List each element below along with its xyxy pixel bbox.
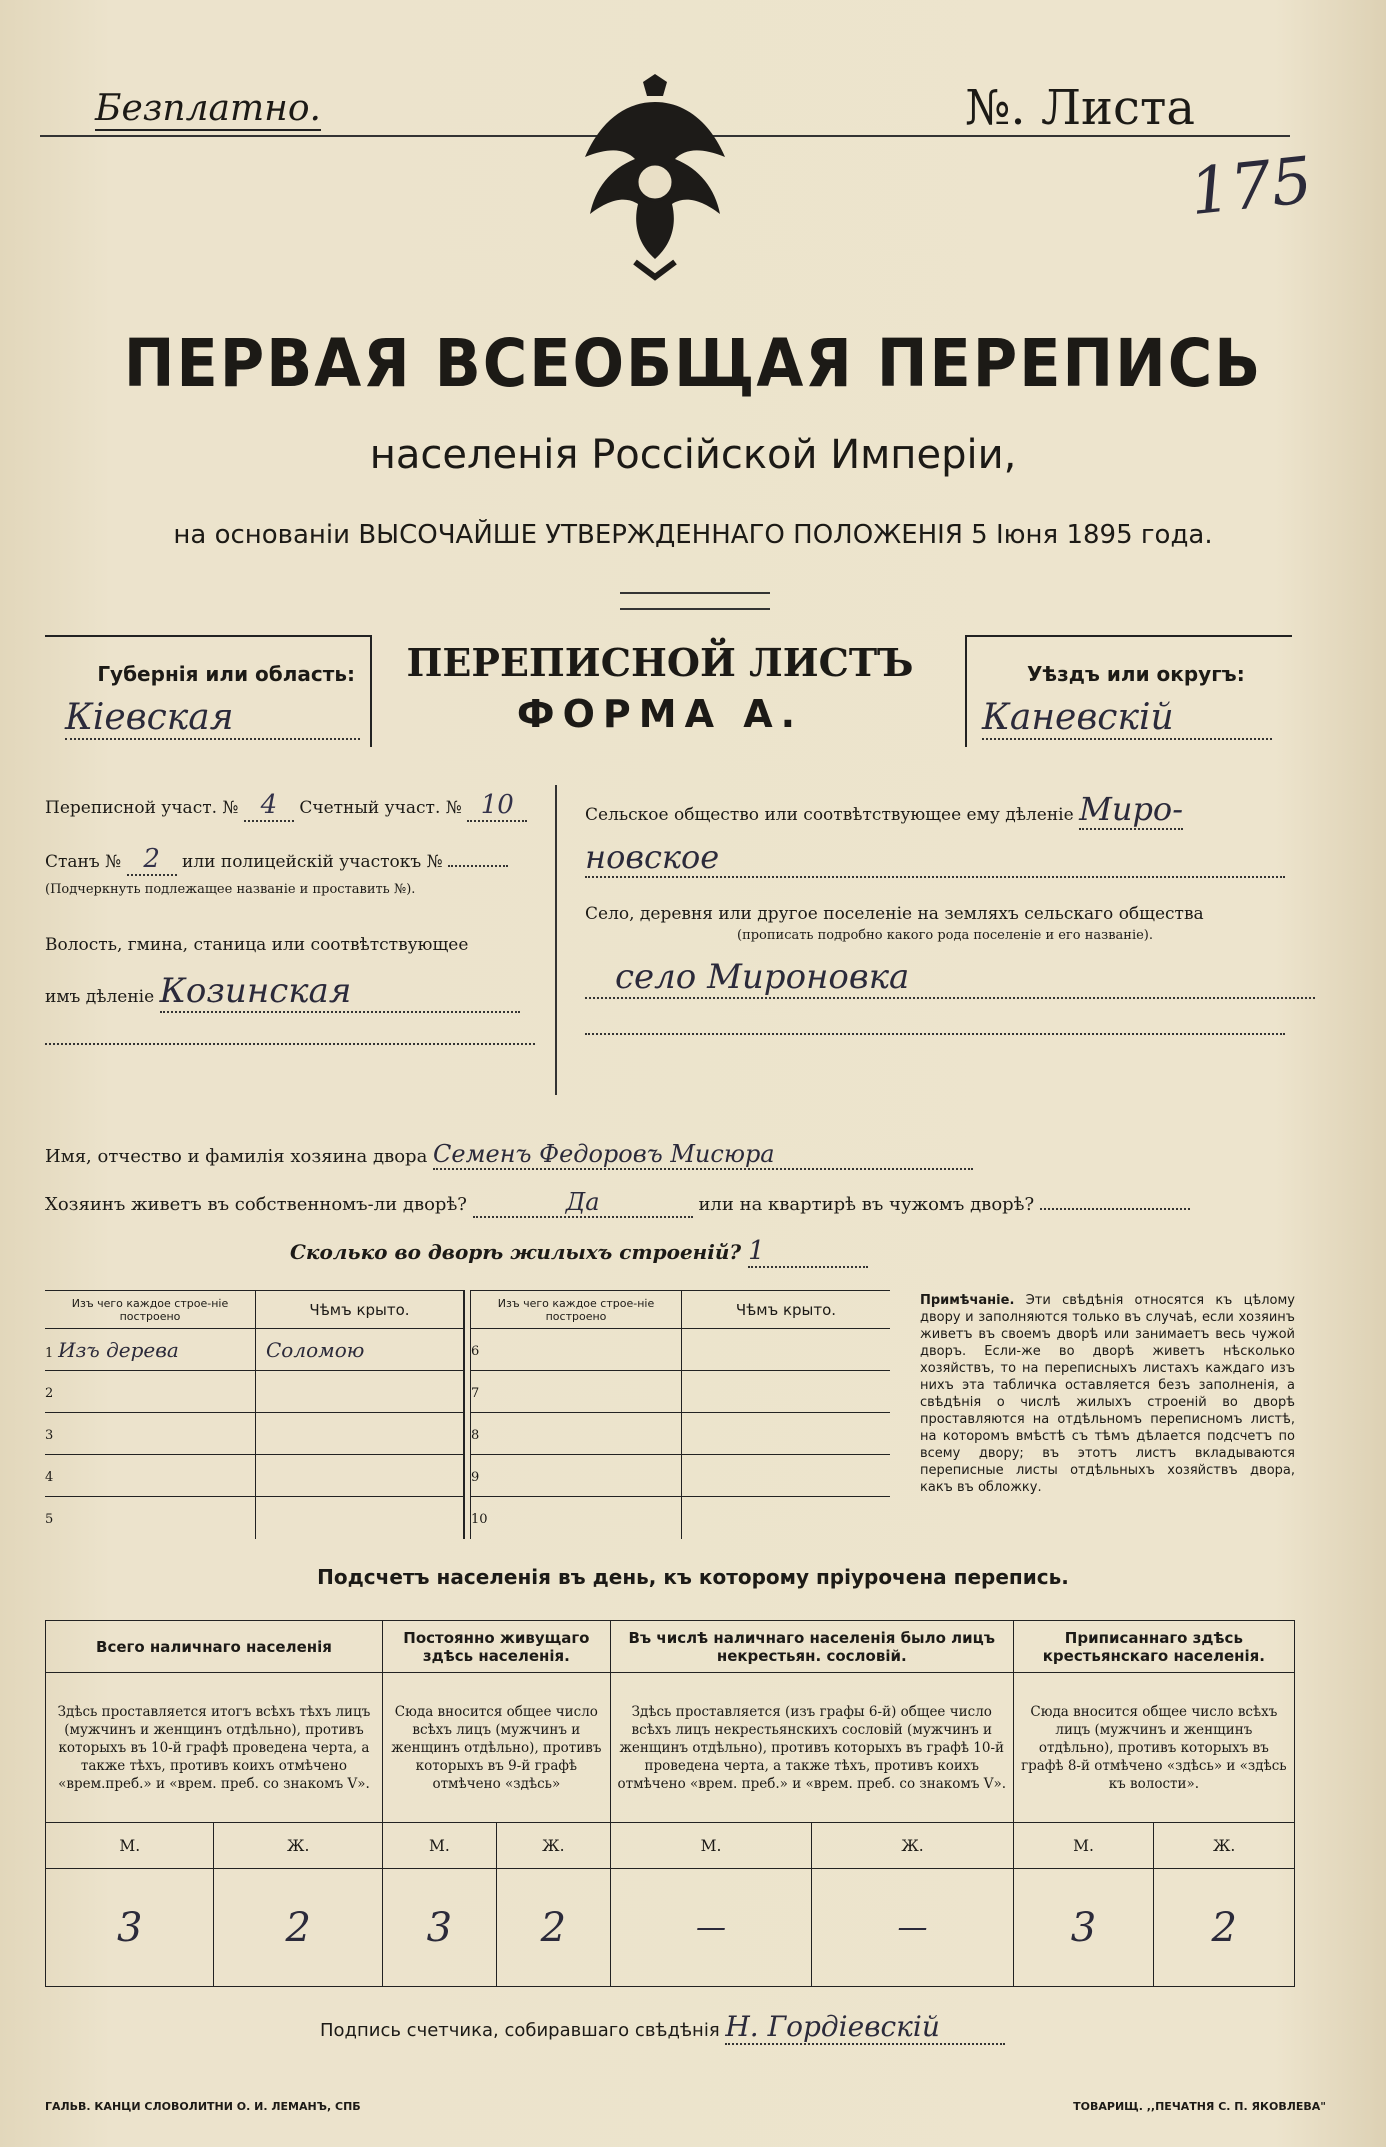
buildings-count-row — [290, 1236, 868, 1268]
remark-heading: Примѣчаніе. — [920, 1293, 1015, 1308]
building-row-no: 3 — [45, 1427, 54, 1443]
census-area-label: Переписной участ. № — [45, 798, 239, 818]
society-value-1: Миро- — [1079, 790, 1183, 828]
owner-name-value: Семенъ Федоровъ Мисюра — [433, 1140, 973, 1170]
building-row — [45, 1371, 464, 1413]
village-value: село Мироновка — [585, 957, 1315, 999]
imperial-eagle-emblem — [565, 72, 745, 282]
volost-label: Волость, гмина, станица или соотвѣтствующее — [45, 935, 469, 955]
pop-group-title: Приписаннаго здѣсь крестьянскаго населенія. — [1013, 1621, 1294, 1673]
village-note: (прописать подробно какого рода поселеніе и его названіе). — [737, 928, 1153, 943]
footer-left: ГАЛЬВ. КАНЦИ СЛОВОЛИТНИ О. И. ЛЕМАНЪ, СПБ — [45, 2100, 361, 2113]
pop-female-value: — — [812, 1869, 1013, 1987]
owner-rent-label: или на квартирѣ въ чужомъ дворѣ? — [698, 1194, 1035, 1215]
pop-female-label: Ж. — [1154, 1823, 1295, 1869]
district-label: Уѣздъ или округъ: — [1027, 662, 1245, 686]
sheet-number-label: №. Листа — [965, 80, 1196, 136]
village-blank-line — [585, 1033, 1285, 1035]
pop-male-value: — — [610, 1869, 811, 1987]
sheet-number-value: 175 — [1186, 143, 1316, 231]
ornament-divider — [620, 592, 770, 610]
buildings-col-roof-header: Чѣмъ крыто. — [256, 1291, 465, 1329]
pop-female-value: 2 — [214, 1869, 382, 1987]
signature-row — [320, 2010, 1005, 2045]
police-label: или полицейскій участокъ № — [182, 852, 443, 872]
buildings-col-material-header-2: Изъ чего каждое строе-ніе построено — [471, 1291, 682, 1329]
building-row — [471, 1329, 891, 1371]
buildings-table-right — [470, 1290, 890, 1539]
left-block — [45, 790, 545, 1045]
owner-lives-row — [45, 1188, 1295, 1218]
building-row-no: 7 — [471, 1385, 480, 1401]
district-box — [965, 635, 1292, 747]
remark-block — [920, 1292, 1295, 1496]
pop-male-label: М. — [382, 1823, 496, 1869]
stan-value: 2 — [127, 844, 177, 876]
owner-name-label: Имя, отчество и фамилія хозяина двора — [45, 1146, 428, 1167]
building-row-no: 1 — [45, 1345, 54, 1361]
pop-male-label: М. — [1013, 1823, 1154, 1869]
building-row — [45, 1497, 464, 1539]
pop-group-desc: Здѣсь проставляется итогъ всѣхъ тѣхъ лицъ (мужчинъ и женщинъ отдѣльно), противъ которыхъ въ 10-й графѣ проведена черта, а также тѣхъ, противъ коихъ отмѣчено «врем.преб.» и «врем. преб. со знакомъ V». — [46, 1673, 383, 1823]
society-value-2: новское — [585, 838, 1285, 878]
main-title: ПЕРВАЯ ВСЕОБЩАЯ ПЕРЕПИСЬ — [123, 325, 1263, 402]
right-block — [585, 790, 1305, 1035]
building-row — [471, 1497, 891, 1539]
stan-note: (Подчеркнуть подлежащее названіе и проставить №). — [45, 882, 416, 897]
building-row-no: 5 — [45, 1511, 54, 1527]
building-row — [45, 1329, 464, 1371]
building-row-no: 8 — [471, 1427, 480, 1443]
pop-male-label: М. — [46, 1823, 214, 1869]
subtitle: населенія Россійской Имперіи, — [369, 432, 1017, 478]
volost-value: Козинская — [160, 971, 520, 1013]
census-area-value: 4 — [244, 790, 294, 822]
pop-female-value: 2 — [1154, 1869, 1295, 1987]
buildings-table-left — [45, 1290, 465, 1539]
free-label: Безплатно. — [95, 88, 321, 129]
pop-male-value: 3 — [46, 1869, 214, 1987]
buildings-count-label: Сколько во дворѣ жилыхъ строеній? — [290, 1240, 742, 1264]
pop-female-label: Ж. — [214, 1823, 382, 1869]
building-row — [471, 1455, 891, 1497]
buildings-count-value: 1 — [748, 1236, 868, 1268]
building-roof: Соломою — [266, 1337, 365, 1362]
pop-group-title: Въ числѣ наличнаго населенія было лицъ некрестьян. сословій. — [610, 1621, 1013, 1673]
form-title-1: ПЕРЕПИСНОЙ ЛИСТЪ — [406, 640, 914, 685]
population-heading: Подсчетъ населенія въ день, къ которому пріурочена перепись. — [317, 1565, 1069, 1589]
building-row — [471, 1371, 891, 1413]
buildings-col-roof-header-2: Чѣмъ крыто. — [682, 1291, 891, 1329]
province-label: Губернія или область: — [97, 662, 355, 686]
province-value: Кіевская — [65, 697, 360, 740]
stan-label: Станъ № — [45, 852, 122, 872]
building-row-no: 2 — [45, 1385, 54, 1401]
society-label: Сельское общество или соотвѣтствующее ему дѣленіе — [585, 805, 1074, 825]
pop-group-title: Всего наличнаго населенія — [46, 1621, 383, 1673]
pop-group-desc: Здѣсь проставляется (изъ графы 6-й) общее число всѣхъ лицъ некрестьянскихъ сословій (мужчинъ и женщинъ отдѣльно), противъ которыхъ въ графѣ 10-й проведена черта, а также тѣхъ, противъ коихъ отмѣчено «врем. преб.» и «врем. преб. со знакомъ V». — [610, 1673, 1013, 1823]
volost-blank-line — [45, 1043, 535, 1045]
population-table — [45, 1620, 1295, 1987]
vertical-divider — [555, 785, 557, 1095]
signature-label: Подпись счетчика, собиравшаго свѣдѣнія — [320, 2020, 720, 2041]
volost-label-2: имъ дѣленіе — [45, 987, 155, 1007]
count-area-label: Счетный участ. № — [299, 798, 462, 818]
province-box — [45, 635, 372, 747]
owner-name-row — [45, 1140, 1295, 1170]
pop-group-desc: Сюда вносится общее число всѣхъ лицъ (мужчинъ и женщинъ отдѣльно), противъ которыхъ въ 9-й графѣ отмѣчено «здѣсь» — [382, 1673, 610, 1823]
buildings-col-material-header: Изъ чего каждое строе-ніе построено — [45, 1291, 256, 1329]
building-row-no: 9 — [471, 1469, 480, 1485]
pop-group-desc: Сюда вносится общее число всѣхъ лицъ (мужчинъ и женщинъ отдѣльно), противъ которыхъ въ графѣ 8-й отмѣчено «здѣсь» и «здѣсь къ волости». — [1013, 1673, 1294, 1823]
building-row-no: 10 — [471, 1511, 488, 1527]
building-row — [471, 1413, 891, 1455]
owner-lives-label: Хозяинъ живетъ въ собственномъ-ли дворѣ? — [45, 1194, 467, 1215]
pop-female-label: Ж. — [812, 1823, 1013, 1869]
owner-lives-value: Да — [473, 1188, 693, 1218]
pop-male-value: 3 — [382, 1869, 496, 1987]
village-label: Село, деревня или другое поселеніе на земляхъ сельскаго общества — [585, 904, 1204, 924]
pop-male-value: 3 — [1013, 1869, 1154, 1987]
building-row-no: 6 — [471, 1343, 480, 1359]
pop-female-value: 2 — [496, 1869, 610, 1987]
building-row — [45, 1413, 464, 1455]
signature-value: Н. Гордіевскій — [725, 2010, 1005, 2045]
district-value: Каневскій — [982, 697, 1272, 740]
pop-group-title: Постоянно живущаго здѣсь населенія. — [382, 1621, 610, 1673]
footer-right: ТОВАРИЩ. ,,ПЕЧАТНЯ С. П. ЯКОВЛЕВА" — [1073, 2100, 1326, 2113]
pop-male-label: М. — [610, 1823, 811, 1869]
count-area-value: 10 — [467, 790, 527, 822]
basis-line: на основаніи ВЫСОЧАЙШЕ УТВЕРЖДЕННАГО ПОЛОЖЕНІЯ 5 Іюня 1895 года. — [173, 520, 1213, 550]
building-row — [45, 1455, 464, 1497]
building-row-no: 4 — [45, 1469, 54, 1485]
building-material: Изъ дерева — [58, 1337, 179, 1362]
pop-female-label: Ж. — [496, 1823, 610, 1869]
form-title-2: ФОРМА А. — [516, 692, 804, 736]
remark-text: Эти свѣдѣнія относятся къ цѣлому двору и заполняются только въ случаѣ, если хозяинъ живетъ въ своемъ дворѣ или занимаетъ весь чужой дворъ. Если-же во дворѣ живетъ нѣсколько хозяйствъ, то на переписныхъ листахъ каждаго изъ нихъ эта табличка оставляется безъ заполненія, а свѣдѣнія о числѣ жилыхъ строеній во дворѣ проставляются на отдѣльномъ переписномъ листѣ, на которомъ вмѣстѣ съ тѣмъ дѣлается подсчетъ по всему двору; въ этотъ листъ вкладываются переписные листы отдѣльныхъ хозяйствъ двора, какъ въ обложку. — [920, 1293, 1295, 1495]
